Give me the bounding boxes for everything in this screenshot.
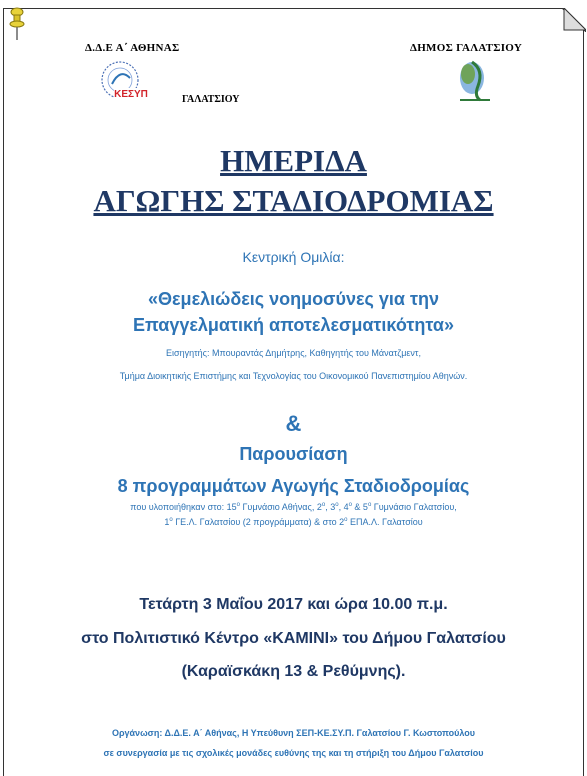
page-fold-icon (562, 8, 586, 32)
kesyp-logo-text: ΚΕΣΥΠ (114, 89, 148, 100)
event-address: (Καραϊσκάκη 13 & Ρεθύμνης). (181, 663, 406, 680)
keynote-title-line2: Επαγγελματική αποτελεσματικότητα» (132, 315, 455, 335)
organization-line1: Οργάνωση: Δ.Δ.Ε. Α΄ Αθήνας, Η Υπεύθυνη ΣΕΠ-ΚΕ.ΣΥ.Π. Γαλατσίου Γ. Κωστοπούλου (111, 728, 476, 738)
header-right-org: ΔΗΜΟΣ ΓΑΛΑΤΣΙΟΥ (410, 42, 523, 54)
schools-line1: που υλοποιήθηκαν στο: $15^o$ Γυμνάσιο Αθήνας, $2^o$, $3^o$, $4^o$ & $5^o$ Γυμνάσιο Γαλατσίου, (130, 502, 457, 512)
organization-line2: σε συνεργασία με τις σχολικές μονάδες ευθύνης της και τη στήριξη του Δήμου Γαλατσίου (103, 748, 484, 758)
presentation-line2: 8 προγραμμάτων Αγωγής Σταδιοδρομίας (117, 476, 470, 496)
page-border-left (3, 8, 4, 776)
event-date: Τετάρτη 3 Μαΐου 2017 και ώρα 10.00 π.μ. (139, 596, 448, 613)
presentation-line1: Παρουσίαση (239, 444, 348, 464)
page-border-top (4, 8, 564, 9)
schools-line2: $1^o$ ΓΕ.Λ. Γαλατσίου (2 προγράμματα) & στο $2^o$ ΕΠΑ.Λ. Γαλατσίου (164, 517, 423, 527)
dimos-galatsiou-logo (450, 56, 496, 104)
event-venue: στο Πολιτιστικό Κέντρο «ΚΑΜΙΝΙ» του Δήμου Γαλατσίου (81, 630, 506, 647)
title-line1: ΗΜΕΡΙΔΑ (220, 143, 367, 178)
kesyp-logo (98, 58, 170, 102)
keynote-speaker: Εισηγητής: Μπουραντάς Δημήτρης, Καθηγητής του Μάνατζμεντ, (166, 348, 421, 358)
ampersand: & (285, 411, 302, 436)
header-left-city: ΓΑΛΑΤΣΙΟΥ (182, 94, 240, 105)
keynote-label: Κεντρική Ομιλία: (242, 249, 345, 265)
header-left-org: Δ.Δ.Ε Α΄ ΑΘΗΝΑΣ (85, 42, 180, 54)
pushpin-icon (6, 6, 28, 42)
keynote-department: Τμήμα Διοικητικής Επιστήμης και Τεχνολογίας του Οικονομικού Πανεπιστημίου Αθηνών. (119, 371, 468, 381)
keynote-title-line1: «Θεμελιώδεις νοημοσύνες για την (148, 289, 439, 309)
title-line2: ΑΓΩΓΗΣ ΣΤΑΔΙΟΔΡΟΜΙΑΣ (93, 183, 494, 218)
